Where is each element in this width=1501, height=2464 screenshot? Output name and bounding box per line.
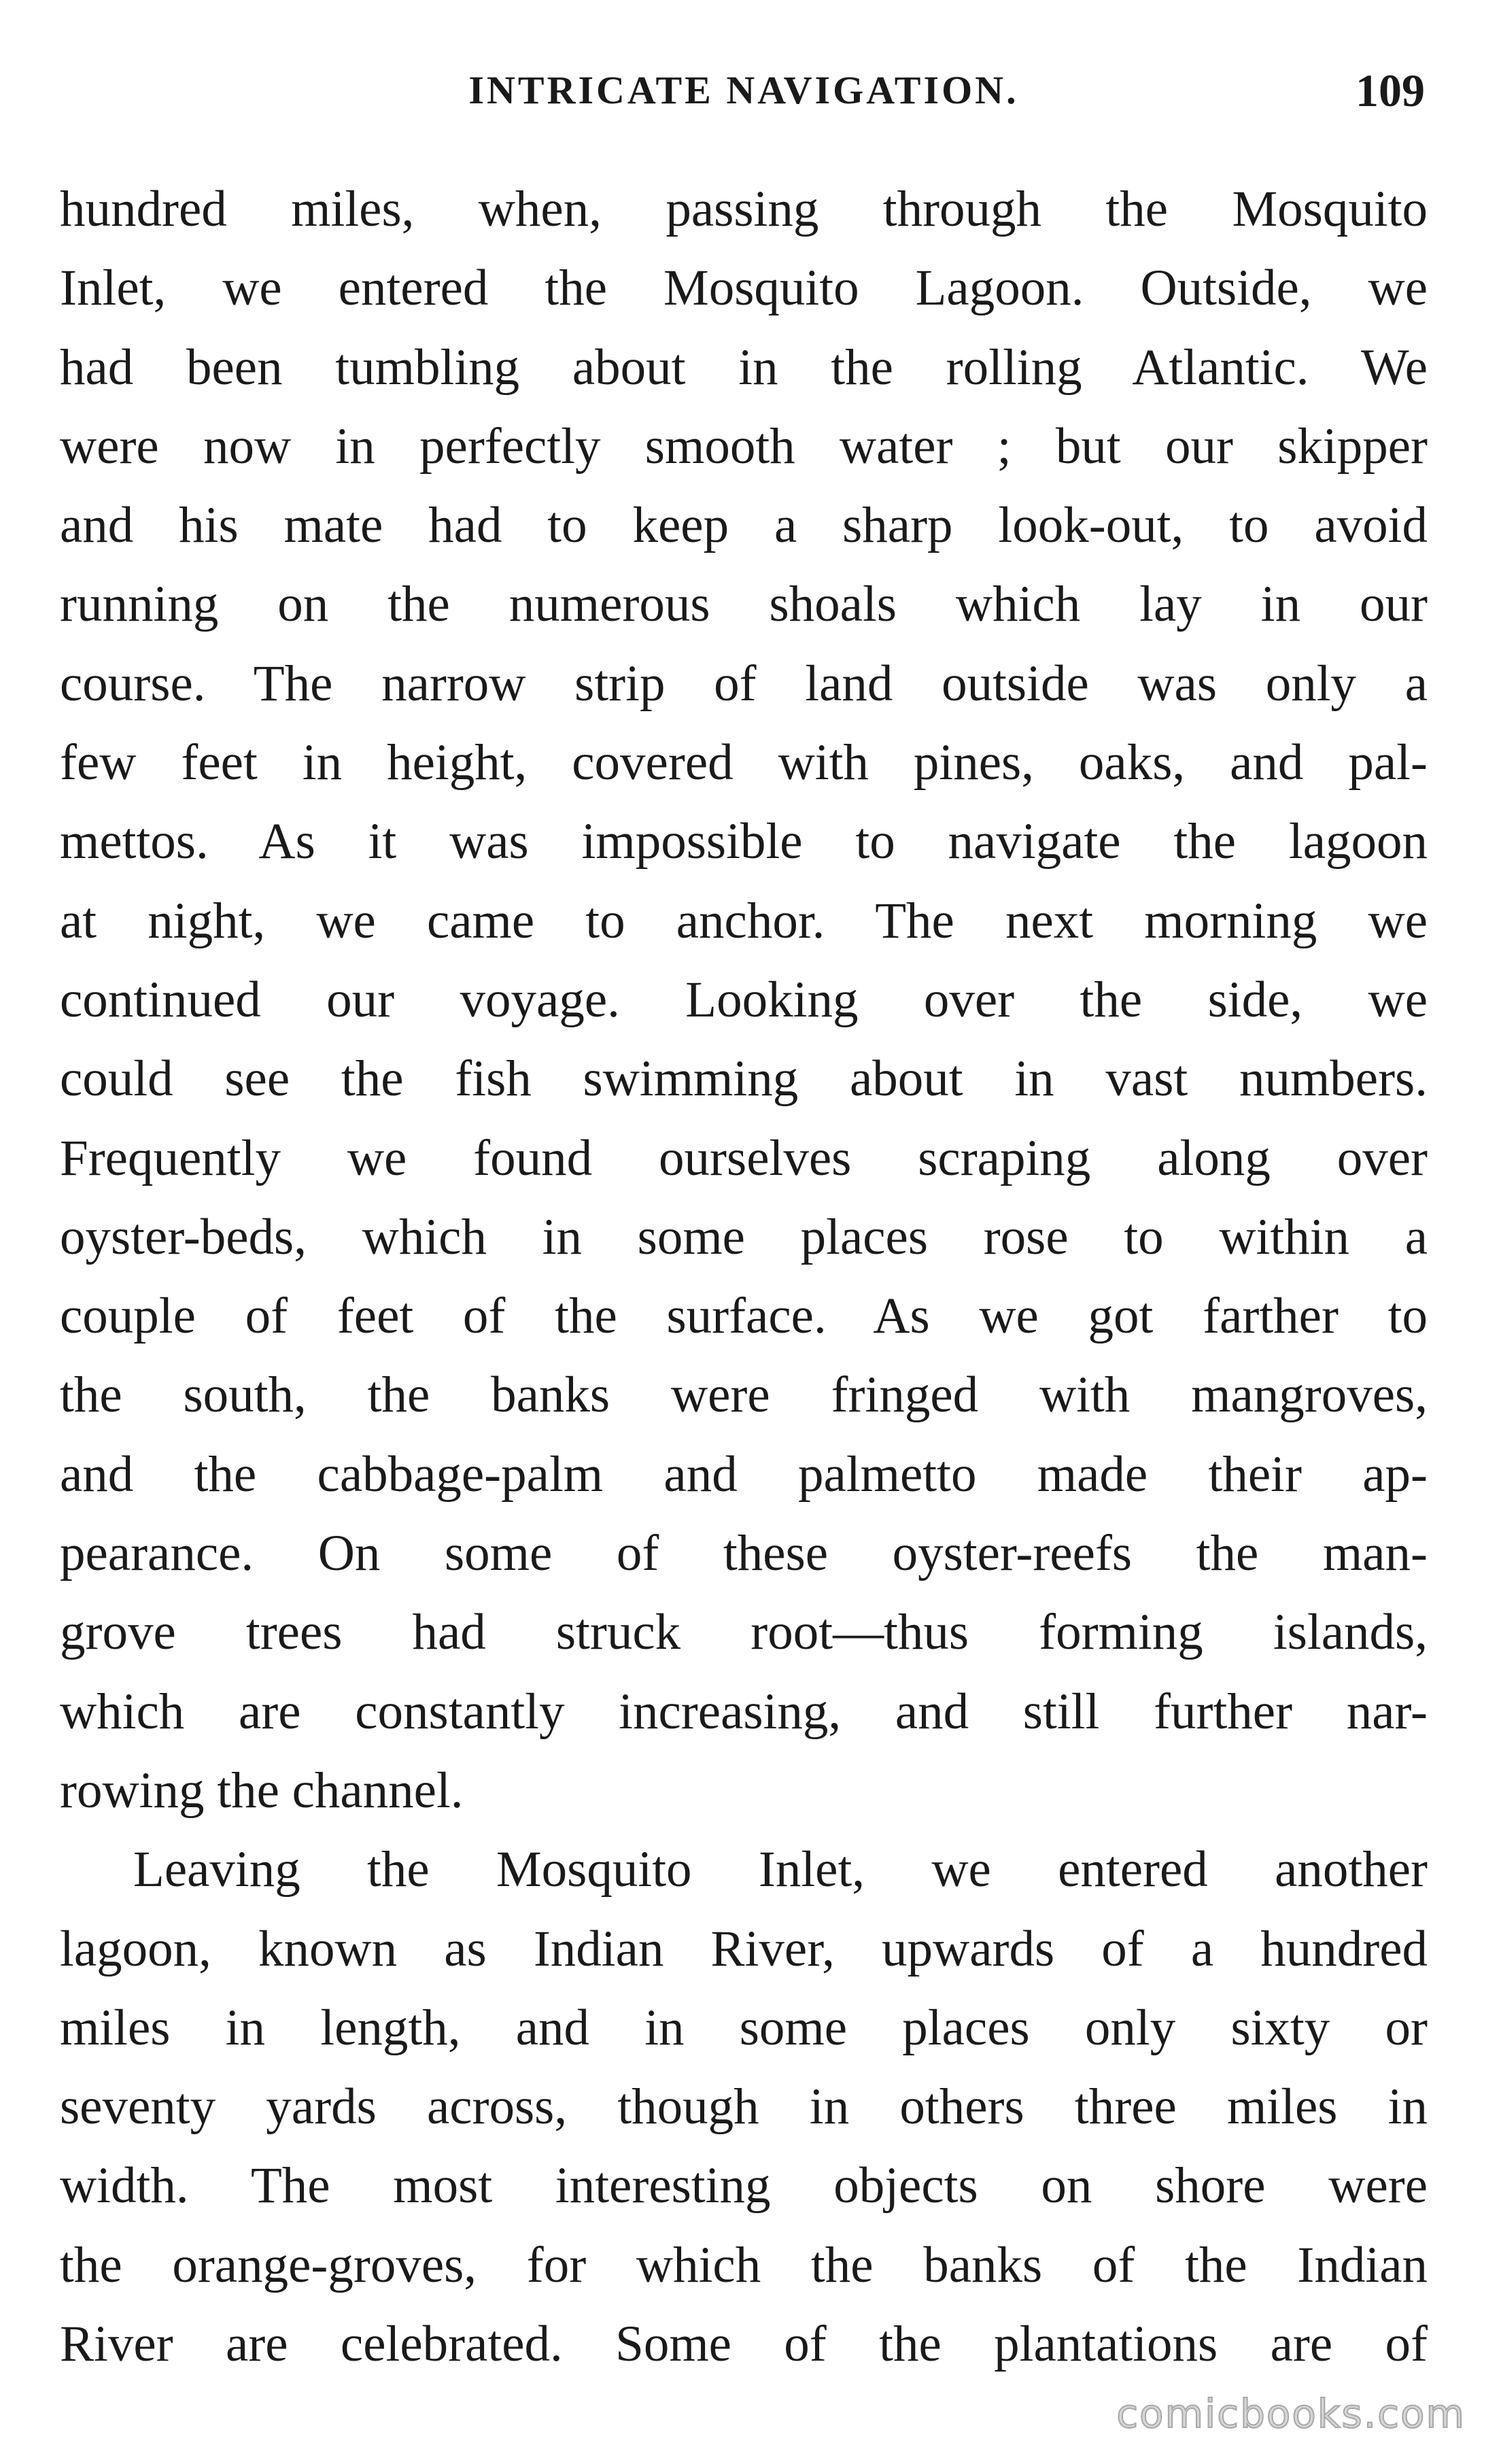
text-line: pearance. On some of these oyster-reefs the man-	[60, 1525, 1428, 1582]
text-line: grove trees had struck root—thus forming islands,	[60, 1604, 1428, 1661]
text-line: oyster-beds, which in some places rose to within a	[60, 1208, 1428, 1265]
text-line: Frequently we found ourselves scraping along over	[60, 1129, 1428, 1186]
text-line: running on the numerous shoals which lay in our	[60, 576, 1428, 633]
text-line: and the cabbage-palm and palmetto made their ap-	[60, 1445, 1428, 1503]
watermark: comicbooks.com	[1116, 2391, 1466, 2437]
text-line: the south, the banks were fringed with mangroves,	[60, 1367, 1428, 1424]
text-line: couple of feet of the surface. As we got farther to	[60, 1288, 1428, 1345]
running-title: INTRICATE NAVIGATION.	[468, 68, 1019, 112]
text-line: the orange-groves, for which the banks of the Indian	[60, 2236, 1428, 2293]
text-line: could see the fish swimming about in vast numbers.	[60, 1050, 1428, 1108]
text-line: Leaving the Mosquito Inlet, we entered another	[133, 1841, 1428, 1898]
text-line: rowing the channel.	[60, 1762, 464, 1819]
text-line: width. The most interesting objects on shore were	[60, 2157, 1428, 2214]
paragraph	[60, 170, 1428, 1830]
text-line: had been tumbling about in the rolling Atlantic. We	[60, 339, 1428, 396]
text-line: at night, we came to anchor. The next morning we	[60, 892, 1428, 949]
page-number: 109	[1356, 65, 1425, 116]
text-line: course. The narrow strip of land outside was only a	[60, 655, 1428, 712]
text-line: hundred miles, when, passing through the Mosquito	[60, 181, 1428, 237]
text-line: lagoon, known as Indian River, upwards of a hundred	[60, 1920, 1428, 1977]
page-header	[63, 60, 1425, 121]
body-text	[60, 170, 1428, 2384]
text-line: Inlet, we entered the Mosquito Lagoon. Outside, we	[60, 260, 1428, 317]
text-line: mettos. As it was impossible to navigate the lagoon	[60, 813, 1428, 870]
text-line: which are constantly increasing, and still further nar-	[60, 1683, 1428, 1740]
text-line: seventy yards across, though in others three miles in	[60, 2078, 1428, 2136]
text-line: were now in perfectly smooth water ; but our skipper	[60, 417, 1428, 475]
text-line: and his mate had to keep a sharp look-out, to avoid	[60, 497, 1428, 554]
text-line: miles in length, and in some places only sixty or	[60, 1999, 1428, 2056]
text-line: River are celebrated. Some of the plantations are of	[60, 2316, 1428, 2373]
text-line: continued our voyage. Looking over the side, we	[60, 971, 1428, 1028]
paragraph	[60, 1830, 1428, 2384]
text-line: few feet in height, covered with pines, oaks, and pal-	[60, 734, 1428, 791]
